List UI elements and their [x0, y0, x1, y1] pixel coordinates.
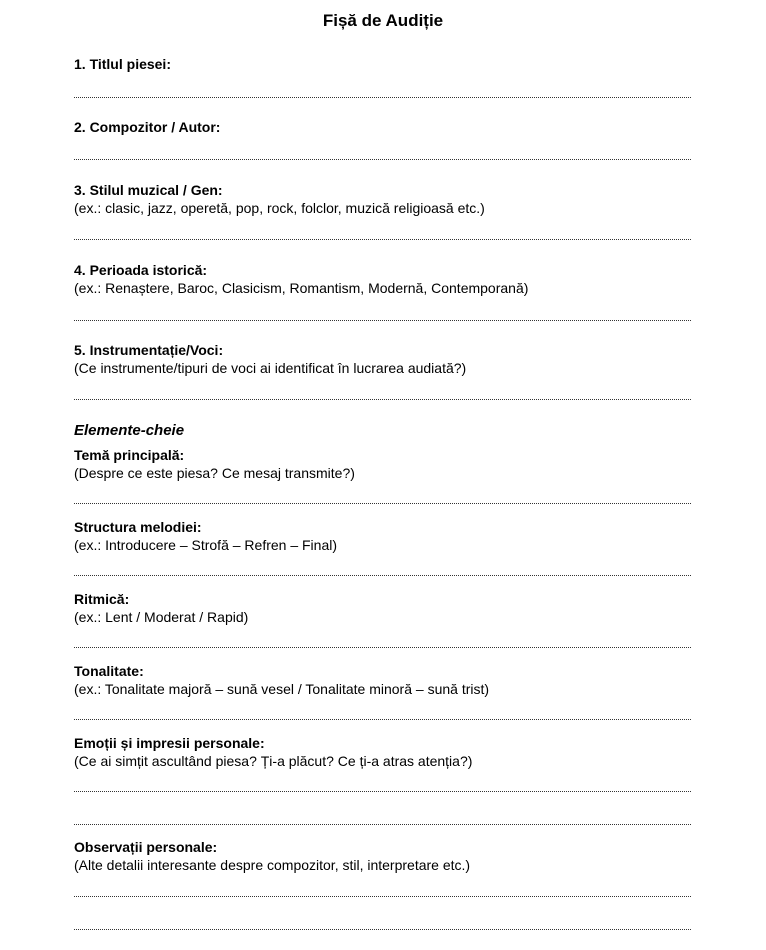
item-emotions: [74, 734, 692, 770]
answer-line-instrumentation[interactable]: [74, 399, 691, 400]
item-hint: (ex.: Tonalitate majoră – sună vesel / Tonalitate minoră – sună trist): [74, 681, 490, 697]
item-hint: (Ce ai simțit ascultând piesa? Ți-a plăcut? Ce ți-a atras atenția?): [74, 753, 473, 769]
question-hint: (ex.: clasic, jazz, operetă, pop, rock, folclor, muzică religioasă etc.): [74, 200, 485, 216]
question-label: 2. Compozitor / Autor:: [74, 119, 221, 135]
question-title: [74, 55, 692, 73]
item-label: Emoții și impresii personale:: [74, 735, 265, 751]
item-observations: [74, 838, 692, 874]
item-label: Tonalitate:: [74, 663, 144, 679]
item-tonality: [74, 662, 692, 698]
question-period: [74, 261, 692, 297]
item-hint: (Alte detalii interesante despre compozitor, stil, interpretare etc.): [74, 857, 471, 873]
page-title: Fișă de Audiție: [322, 11, 444, 30]
question-hint: (ex.: Renaștere, Baroc, Clasicism, Romantism, Modernă, Contemporană): [74, 280, 529, 296]
answer-line-rhythm[interactable]: [74, 647, 691, 648]
item-label: Temă principală:: [74, 447, 185, 463]
item-hint: (ex.: Introducere – Strofă – Refren – Final): [74, 537, 338, 553]
question-hint: (Ce instrumente/tipuri de voci ai identificat în lucrarea audiată?): [74, 360, 467, 376]
item-main-theme: [74, 446, 692, 482]
question-instrumentation: [74, 341, 692, 377]
item-melody-structure: [74, 518, 692, 554]
item-label: Structura melodiei:: [74, 519, 202, 535]
answer-line-style[interactable]: [74, 239, 691, 240]
answer-line-period[interactable]: [74, 320, 691, 321]
item-label: Observații personale:: [74, 839, 218, 855]
question-label: 5. Instrumentație/Voci:: [74, 342, 224, 358]
answer-line-emotions-1[interactable]: [74, 791, 691, 792]
answer-line-observations-2[interactable]: [74, 929, 691, 930]
question-label: 1. Titlul piesei:: [74, 56, 171, 72]
item-rhythm: [74, 590, 692, 626]
question-style: [74, 181, 692, 217]
answer-line-tonality[interactable]: [74, 719, 691, 720]
answer-line-composer[interactable]: [74, 159, 691, 160]
question-label: 3. Stilul muzical / Gen:: [74, 182, 223, 198]
answer-line-title[interactable]: [74, 97, 691, 98]
section-heading: Elemente-cheie: [74, 422, 185, 439]
answer-line-observations-1[interactable]: [74, 896, 691, 897]
key-elements-section: [74, 421, 692, 440]
answer-line-melody-structure[interactable]: [74, 575, 691, 576]
answer-line-emotions-2[interactable]: [74, 824, 691, 825]
item-label: Ritmică:: [74, 591, 130, 607]
question-label: 4. Perioada istorică:: [74, 262, 208, 278]
item-hint: (ex.: Lent / Moderat / Rapid): [74, 609, 249, 625]
answer-line-main-theme[interactable]: [74, 503, 691, 504]
question-composer: [74, 118, 692, 136]
item-hint: (Despre ce este piesa? Ce mesaj transmite?): [74, 465, 355, 481]
